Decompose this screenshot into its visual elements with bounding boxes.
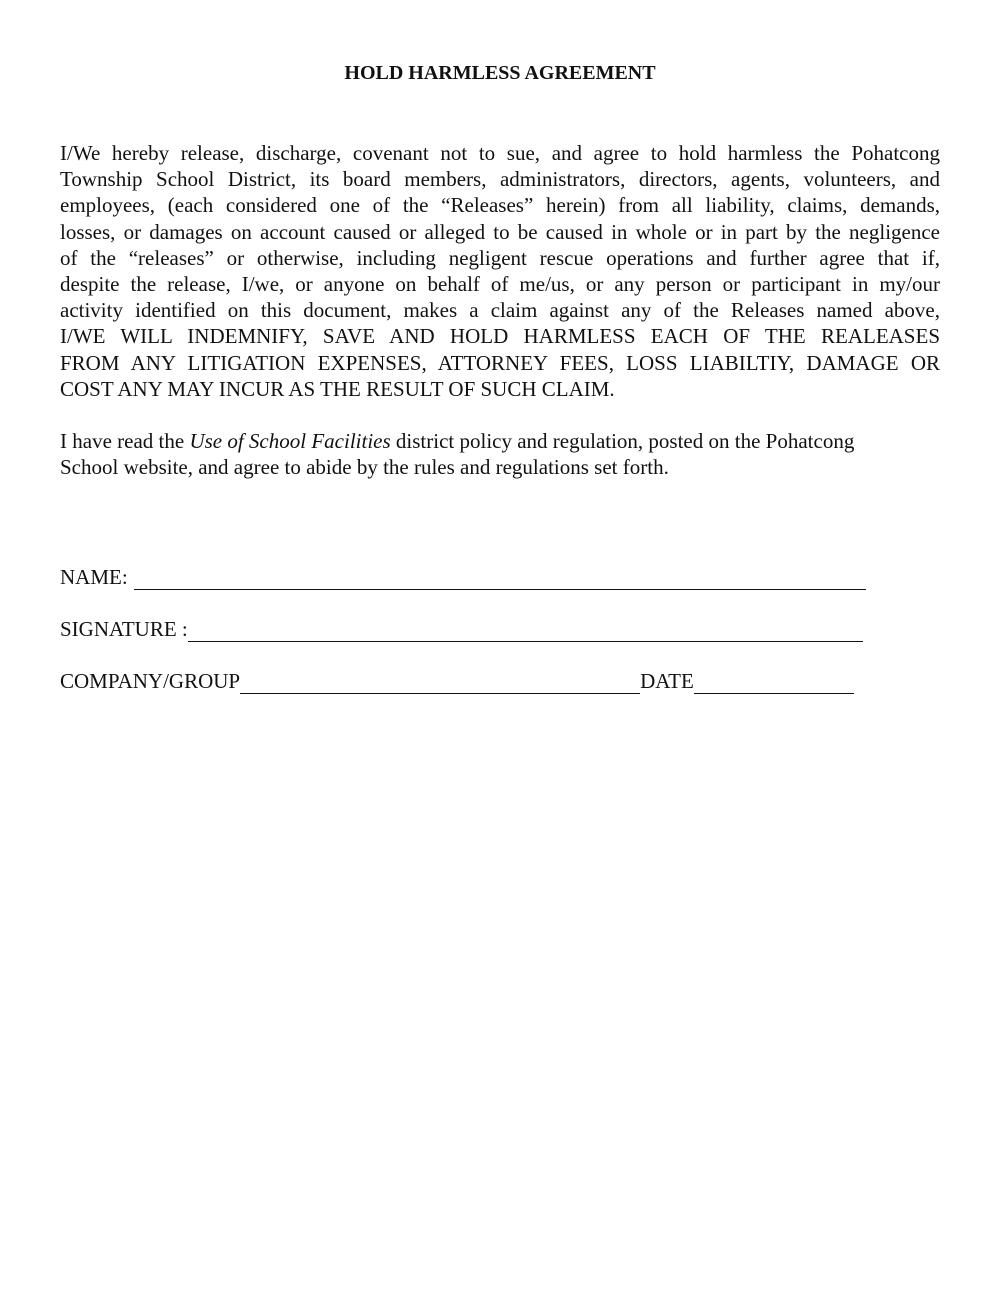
date-input-line[interactable] (694, 673, 854, 694)
paragraph-line: I/WE WILL INDEMNIFY, SAVE AND HOLD HARMLESS EACH OF THE REALEASES (60, 324, 940, 349)
document-title: HOLD HARMLESS AGREEMENT (344, 62, 656, 84)
paragraph-line: employees, (each considered one of the “Releases” herein) from all liability, claims, demands, (60, 193, 940, 218)
paragraph-line: COST ANY MAY INCUR AS THE RESULT OF SUCH CLAIM. (60, 376, 615, 401)
paragraph-line: FROM ANY LITIGATION EXPENSES, ATTORNEY FEES, LOSS LIABILTIY, DAMAGE OR (60, 350, 940, 375)
paragraph-line: Township School District, its board members, administrators, directors, agents, volunteers, and (60, 167, 940, 192)
paragraph-line: despite the release, I/we, or anyone on behalf of me/us, or any person or participant in my/our (60, 272, 940, 297)
release-paragraph (60, 140, 940, 402)
signature-label: SIGNATURE : (60, 617, 188, 641)
signature-input-line[interactable] (188, 621, 863, 642)
name-label: NAME: (60, 565, 128, 589)
paragraph-line: of the “releases” or otherwise, including negligent rescue operations and further agree that if, (60, 245, 940, 270)
paragraph-line: activity identified on this document, makes a claim against any of the Releases named above, (60, 298, 940, 323)
name-input-line[interactable] (134, 569, 866, 590)
text-segment: district policy and regulation, posted on the Pohatcong (390, 429, 855, 453)
company-date-field (60, 666, 854, 694)
paragraph-line: School website, and agree to abide by the rules and regulations set forth. (60, 455, 669, 480)
paragraph-line: I/We hereby release, discharge, covenant not to sue, and agree to hold harmless the Pohatcong (60, 141, 940, 165)
company-input-line[interactable] (240, 673, 640, 694)
date-label: DATE (640, 669, 694, 693)
paragraph-line (60, 428, 940, 454)
policy-title: Use of School Facilities (189, 429, 391, 453)
company-label: COMPANY/GROUP (60, 669, 241, 693)
paragraph-line: losses, or damages on account caused or alleged to be caused in whole or in part by the negligence (60, 219, 940, 244)
signature-field (60, 614, 863, 642)
policy-paragraph (60, 428, 940, 480)
name-field (60, 562, 866, 590)
text-segment: I have read the (60, 429, 190, 453)
